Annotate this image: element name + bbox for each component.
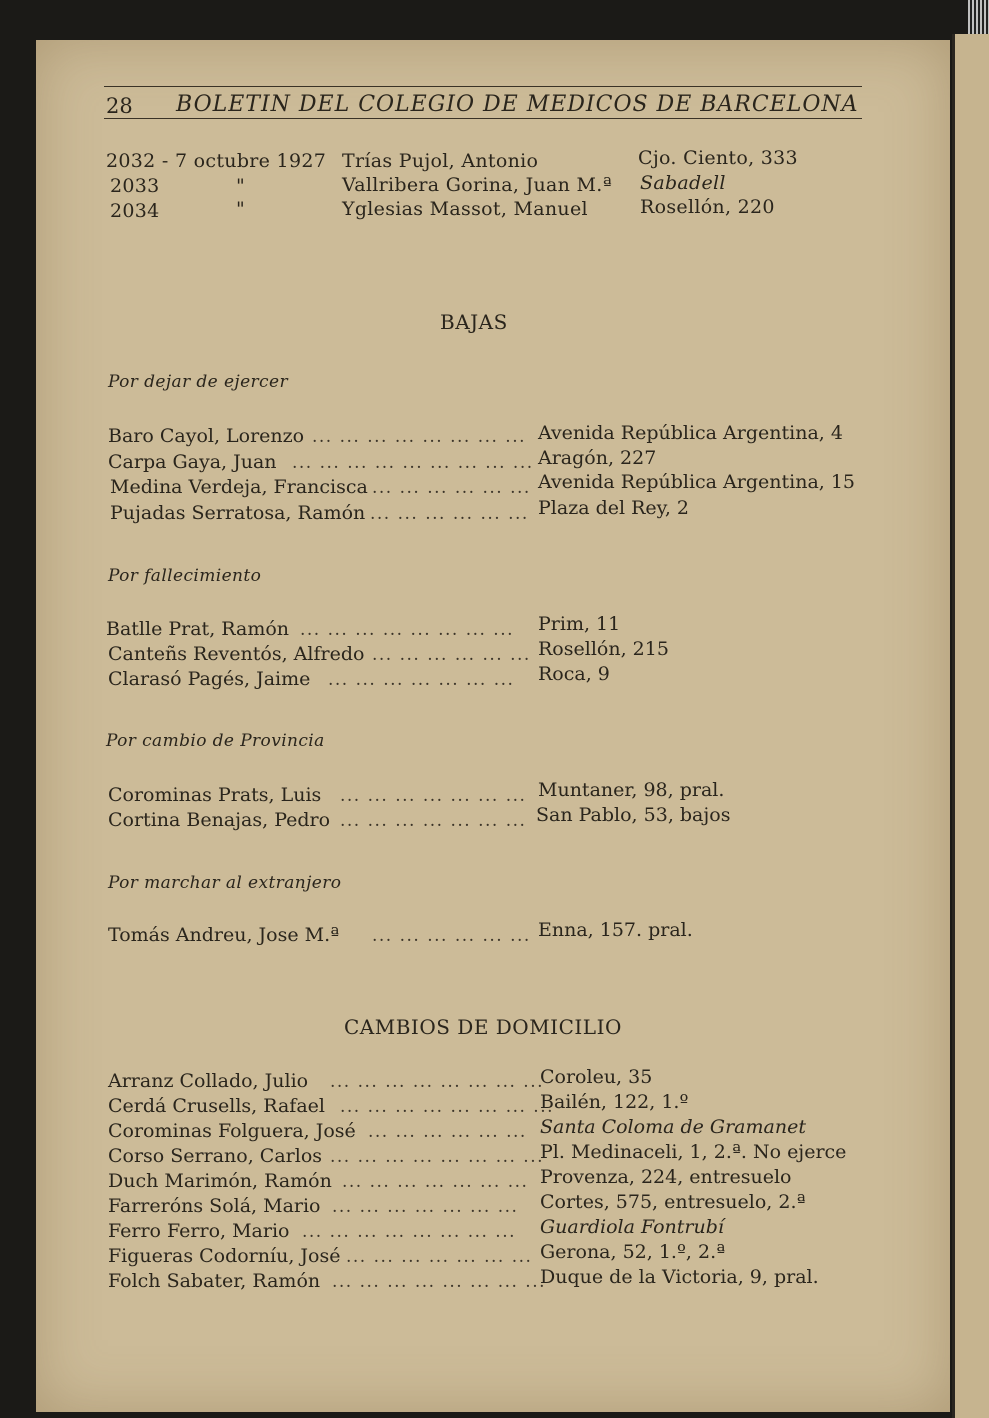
scan-calibration-mark	[968, 0, 989, 34]
ditto-mark: "	[236, 175, 246, 197]
subsection-heading: Por fallecimiento	[108, 566, 262, 586]
alta-number: 2034	[110, 200, 160, 222]
leader-dots: ... ... ... ... ... ... ... ...	[300, 620, 515, 640]
alta-address: Sabadell	[640, 172, 726, 194]
page-number: 28	[106, 94, 133, 118]
section-title-cambios: CAMBIOS DE DOMICILIO	[344, 1015, 622, 1039]
entry-name: Clarasó Pagés, Jaime	[108, 668, 311, 690]
entry-name: Medina Verdeja, Francisca	[110, 476, 368, 498]
leader-dots: ... ... ... ... ... ... ...	[342, 1172, 529, 1192]
entry-name: Corominas Prats, Luis	[108, 784, 322, 806]
leader-dots: ... ... ... ... ... ...	[372, 478, 531, 498]
entry-address: Santa Coloma de Gramanet	[540, 1116, 806, 1138]
leader-dots: ... ... ... ... ... ... ...	[332, 1197, 519, 1217]
entry-name: Duch Marimón, Ramón	[108, 1170, 332, 1192]
ditto-mark: "	[236, 198, 246, 220]
leader-dots: ... ... ... ... ... ...	[372, 645, 531, 665]
header-rule-top	[104, 86, 862, 87]
entry-name: Carpa Gaya, Juan	[108, 451, 277, 473]
entry-name: Pujadas Serratosa, Ramón	[110, 502, 366, 524]
leader-dots: ... ... ... ... ... ...	[372, 926, 531, 946]
entry-name: Figueras Codorníu, José	[108, 1245, 341, 1267]
entry-address: Coroleu, 35	[540, 1066, 653, 1088]
entry-name: Cerdá Crusells, Rafael	[108, 1095, 325, 1117]
leader-dots: ... ... ... ... ... ... ...	[340, 786, 527, 806]
alta-number: 2032 - 7 octubre 1927	[106, 150, 327, 172]
leader-dots: ... ... ... ... ... ... ... ...	[340, 1097, 555, 1117]
alta-name: Trías Pujol, Antonio	[342, 150, 539, 172]
entry-name: Batlle Prat, Ramón	[106, 618, 290, 640]
subsection-heading: Por cambio de Provincia	[106, 731, 325, 751]
leader-dots: ... ... ... ... ... ... ...	[328, 670, 515, 690]
leader-dots: ... ... ... ... ... ... ... ... ...	[292, 453, 534, 473]
alta-address: Cjo. Ciento, 333	[638, 147, 798, 169]
section-title-bajas: BAJAS	[440, 310, 508, 334]
entry-address: Provenza, 224, entresuelo	[540, 1166, 792, 1188]
subsection-heading: Por marchar al extranjero	[108, 873, 342, 893]
subsection-heading: Por dejar de ejercer	[108, 372, 288, 392]
entry-name: Tomás Andreu, Jose M.ª	[108, 924, 340, 946]
entry-name: Cortina Benajas, Pedro	[108, 809, 331, 831]
entry-address: Pl. Medinaceli, 1, 2.ª. No ejerce	[540, 1141, 847, 1163]
alta-name: Yglesias Massot, Manuel	[342, 198, 588, 220]
header-rule-bottom	[104, 118, 862, 119]
entry-address: Roca, 9	[538, 663, 610, 685]
entry-address: Rosellón, 215	[538, 638, 669, 660]
entry-name: Farreróns Solá, Mario	[108, 1195, 321, 1217]
leader-dots: ... ... ... ... ... ...	[368, 1122, 527, 1142]
facing-page-edge	[952, 34, 989, 1418]
entry-address: Muntaner, 98, pral.	[538, 779, 725, 801]
entry-address: Enna, 157. pral.	[538, 919, 693, 941]
alta-number: 2033	[110, 175, 160, 197]
leader-dots: ... ... ... ... ... ...	[370, 504, 529, 524]
leader-dots: ... ... ... ... ... ... ... ...	[312, 427, 527, 447]
leader-dots: ... ... ... ... ... ... ...	[346, 1247, 533, 1267]
entry-address: San Pablo, 53, bajos	[536, 804, 731, 826]
entry-name: Ferro Ferro, Mario	[108, 1220, 290, 1242]
entry-address: Cortes, 575, entresuelo, 2.ª	[540, 1191, 806, 1213]
journal-title: BOLETIN DEL COLEGIO DE MEDICOS DE BARCELONA	[176, 92, 859, 117]
entry-address: Plaza del Rey, 2	[538, 497, 690, 519]
entry-address: Bailén, 122, 1.º	[540, 1091, 689, 1113]
entry-address: Avenida República Argentina, 15	[538, 471, 856, 493]
alta-name: Vallribera Gorina, Juan M.ª	[342, 174, 612, 196]
entry-address: Gerona, 52, 1.º, 2.ª	[540, 1241, 726, 1263]
entry-address: Duque de la Victoria, 9, pral.	[540, 1266, 819, 1288]
entry-address: Guardiola Fontrubí	[540, 1216, 724, 1238]
entry-name: Corominas Folguera, José	[108, 1120, 356, 1142]
entry-name: Canteñs Reventós, Alfredo	[108, 643, 365, 665]
entry-name: Baro Cayol, Lorenzo	[108, 425, 305, 447]
leader-dots: ... ... ... ... ... ... ... ...	[330, 1147, 545, 1167]
entry-name: Folch Sabater, Ramón	[108, 1270, 321, 1292]
leader-dots: ... ... ... ... ... ... ...	[340, 811, 527, 831]
leader-dots: ... ... ... ... ... ... ... ...	[330, 1072, 545, 1092]
leader-dots: ... ... ... ... ... ... ... ...	[332, 1272, 547, 1292]
entry-address: Aragón, 227	[538, 447, 657, 469]
alta-address: Rosellón, 220	[640, 196, 775, 218]
entry-address: Avenida República Argentina, 4	[538, 422, 843, 444]
entry-name: Corso Serrano, Carlos	[108, 1145, 323, 1167]
entry-address: Prim, 11	[538, 613, 621, 635]
leader-dots: ... ... ... ... ... ... ... ...	[302, 1222, 517, 1242]
entry-name: Arranz Collado, Julio	[108, 1070, 309, 1092]
